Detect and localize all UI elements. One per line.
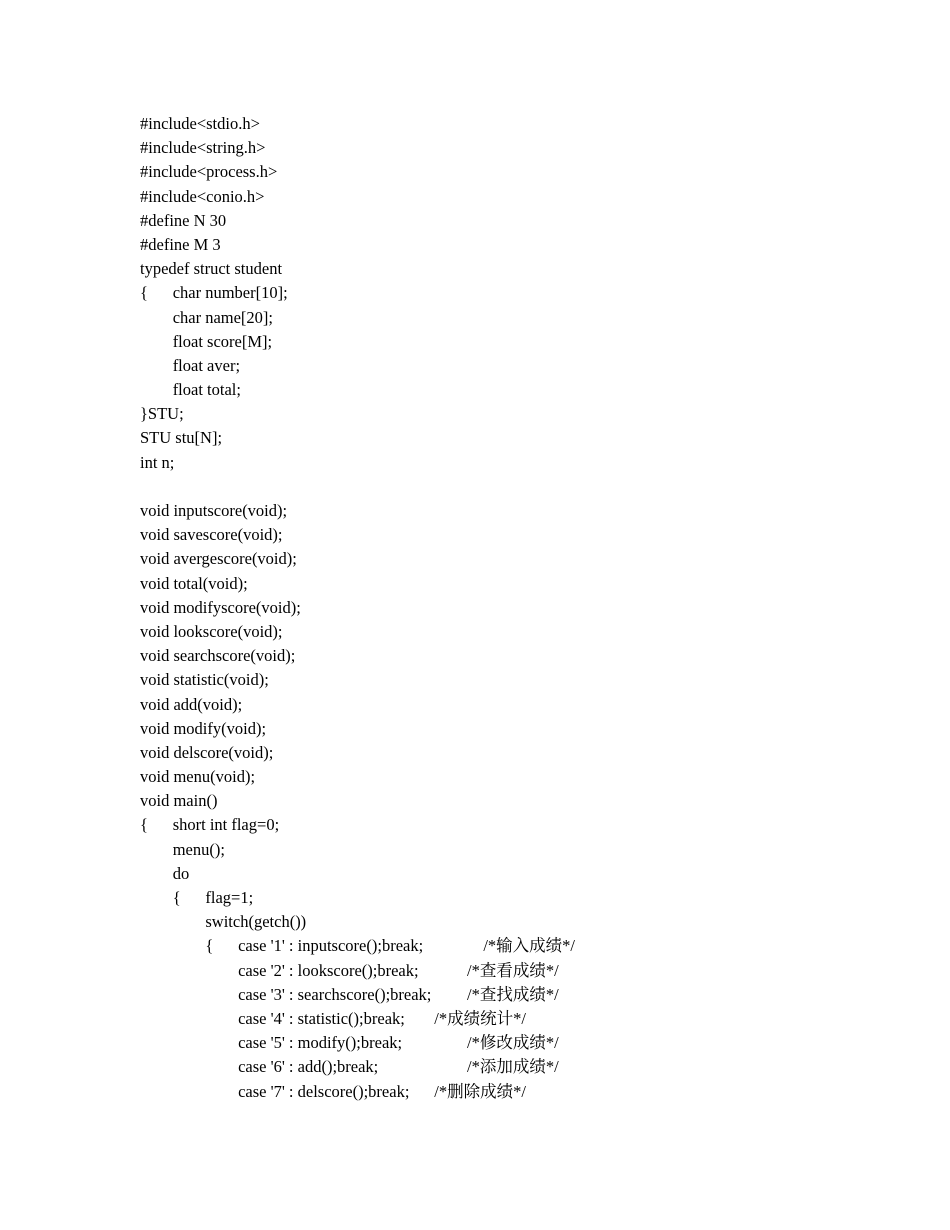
code-text: int n; xyxy=(140,452,175,472)
code-line xyxy=(140,910,900,934)
code-line xyxy=(140,426,900,450)
code-text: void avergescore(void); xyxy=(140,549,297,569)
code-text: case '6' : add();break; xyxy=(238,1057,379,1077)
code-text: { xyxy=(140,815,148,835)
code-line xyxy=(140,934,900,958)
code-line xyxy=(140,136,900,160)
code-line xyxy=(140,451,900,475)
code-line xyxy=(140,813,900,837)
code-text: case '7' : delscore();break; xyxy=(238,1081,410,1101)
code-text: short int flag=0; xyxy=(172,815,280,835)
code-text: { xyxy=(172,888,181,907)
code-text: void menu(void); xyxy=(140,767,256,787)
code-line xyxy=(140,983,900,1007)
code-line xyxy=(140,1055,900,1079)
code-line xyxy=(140,620,900,644)
code-text: #define M 3 xyxy=(140,234,221,254)
code-line xyxy=(140,523,900,547)
code-text: typedef struct student xyxy=(140,259,283,279)
code-comment: /*查看成绩*/ xyxy=(467,960,559,980)
code-text: void statistic(void); xyxy=(140,670,269,690)
code-line xyxy=(140,838,900,862)
code-line xyxy=(140,572,900,596)
code-text: #include<stdio.h> xyxy=(140,114,260,133)
code-listing xyxy=(140,112,900,1104)
code-text: void searchscore(void); xyxy=(140,646,296,666)
code-comment: /*修改成绩*/ xyxy=(467,1033,559,1053)
code-text: void savescore(void); xyxy=(140,525,283,545)
code-line xyxy=(140,499,900,523)
code-line xyxy=(140,765,900,789)
code-text: menu(); xyxy=(172,839,225,859)
code-text: void delscore(void); xyxy=(140,742,274,762)
code-line xyxy=(140,354,900,378)
code-line xyxy=(140,1031,900,1055)
code-line xyxy=(140,644,900,668)
code-line xyxy=(140,112,900,136)
code-line xyxy=(140,717,900,741)
code-line xyxy=(140,330,900,354)
code-text: #define N 30 xyxy=(140,210,227,230)
code-text: void modifyscore(void); xyxy=(140,597,301,617)
code-line xyxy=(140,1007,900,1031)
code-line xyxy=(140,693,900,717)
code-line xyxy=(140,233,900,257)
code-text: char name[20]; xyxy=(172,307,274,327)
code-text: case '1' : inputscore();break; xyxy=(238,936,424,956)
code-text: void main() xyxy=(140,791,218,811)
code-line xyxy=(140,789,900,813)
code-line xyxy=(140,378,900,402)
code-text: do xyxy=(172,863,190,883)
code-comment: /*成绩统计*/ xyxy=(434,1008,526,1028)
code-comment: /*添加成绩*/ xyxy=(467,1057,559,1077)
code-text: { xyxy=(140,283,148,303)
code-line xyxy=(140,160,900,184)
code-line xyxy=(140,475,900,499)
code-text: float total; xyxy=(172,380,241,400)
code-line xyxy=(140,741,900,765)
code-text: #include<process.h> xyxy=(140,162,278,182)
code-line xyxy=(140,1080,900,1104)
code-comment: /*查找成绩*/ xyxy=(467,984,559,1004)
code-text: case '4' : statistic();break; xyxy=(238,1008,405,1028)
code-line xyxy=(140,886,900,910)
code-text: float aver; xyxy=(172,355,241,375)
code-text: switch(getch()) xyxy=(205,912,307,932)
code-line xyxy=(140,547,900,571)
code-text: void add(void); xyxy=(140,694,243,714)
code-text: void inputscore(void); xyxy=(140,501,288,520)
code-comment: /*输入成绩*/ xyxy=(483,936,576,956)
code-text: STU stu[N]; xyxy=(140,428,223,448)
code-line xyxy=(140,959,900,983)
code-line xyxy=(140,402,900,426)
code-line xyxy=(140,668,900,692)
code-text: case '3' : searchscore();break; xyxy=(238,984,432,1004)
code-line xyxy=(140,306,900,330)
code-text: void modify(void); xyxy=(140,718,267,738)
code-line xyxy=(140,257,900,281)
code-text: flag=1; xyxy=(205,888,254,907)
code-text: case '2' : lookscore();break; xyxy=(238,960,419,980)
code-text: void total(void); xyxy=(140,573,248,593)
code-text: #include<conio.h> xyxy=(140,186,265,206)
code-line xyxy=(140,862,900,886)
code-line xyxy=(140,185,900,209)
code-comment: /*删除成绩*/ xyxy=(434,1081,526,1101)
code-text: char number[10]; xyxy=(172,283,288,303)
code-line xyxy=(140,209,900,233)
code-text: #include<string.h> xyxy=(140,138,266,158)
code-text: float score[M]; xyxy=(172,331,273,351)
code-line xyxy=(140,281,900,305)
code-line xyxy=(140,596,900,620)
code-text: case '5' : modify();break; xyxy=(238,1033,403,1053)
code-text: }STU; xyxy=(140,404,184,424)
code-text: void lookscore(void); xyxy=(140,621,283,641)
code-text: { xyxy=(205,936,214,956)
